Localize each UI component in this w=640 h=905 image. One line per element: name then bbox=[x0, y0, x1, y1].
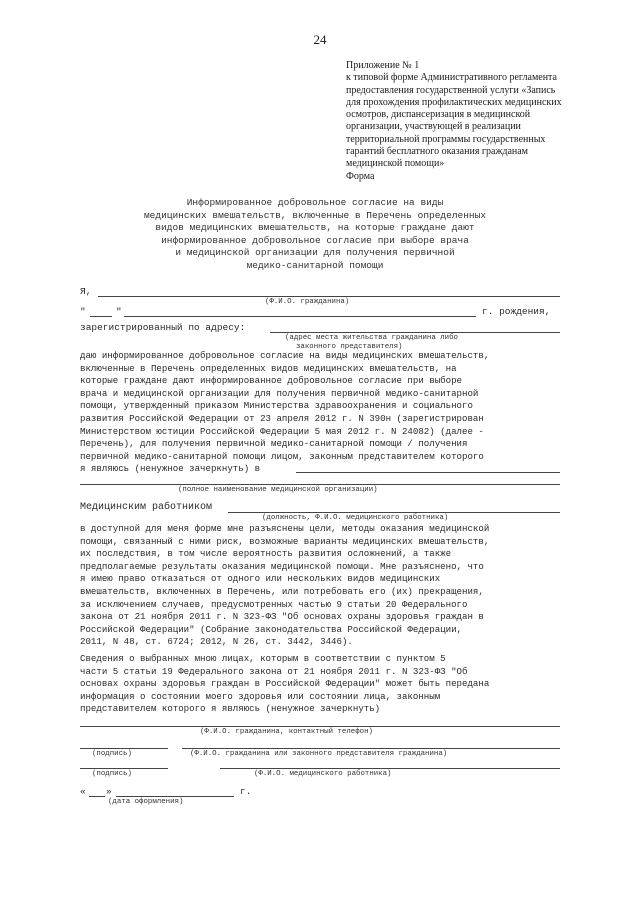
paragraph-line: помощи, связанный с ними риск, возможные варианты медицинских вмешательств, bbox=[80, 535, 490, 547]
date-quote-open: « bbox=[80, 786, 86, 797]
registered-label: зарегистрированный по адресу: bbox=[80, 322, 246, 333]
paragraph-line: информация о состоянии моего здоровья или состоянии лица, законным bbox=[80, 690, 441, 702]
appendix-line: для прохождения профилактических медицинских bbox=[346, 96, 562, 108]
medworker-name-line[interactable] bbox=[220, 768, 560, 769]
citizen-caption: (Ф.И.О. гражданина или законного представителя гражданина) bbox=[190, 750, 448, 758]
appendix-line: организации, участвующей в реализации bbox=[346, 121, 521, 133]
signature-line-2[interactable] bbox=[80, 768, 168, 769]
title-line: медицинских вмешательств, включенные в Перечень определенных bbox=[143, 209, 487, 221]
paragraph-line: в доступной для меня форме мне разъяснены цели, методы оказания медицинской bbox=[80, 523, 490, 534]
quote-close: " bbox=[116, 306, 122, 317]
paragraph-line: их последствия, в том числе вероятность развития осложнений, а также bbox=[80, 548, 452, 560]
organization-line-2[interactable] bbox=[80, 484, 560, 485]
signature-caption-2: (подпись) bbox=[92, 770, 132, 778]
ya-label: Я, bbox=[80, 286, 92, 297]
date-month-line[interactable] bbox=[116, 796, 234, 797]
paragraph-line: которые граждане дают информированное добровольное согласие при выборе bbox=[80, 375, 462, 387]
contact-line[interactable] bbox=[80, 726, 560, 727]
paragraph-line: 2011, N 48, ст. 6724; 2012, N 26, ст. 3442, 3446). bbox=[80, 636, 353, 648]
date-quote-close: » bbox=[106, 786, 112, 797]
appendix-block bbox=[346, 60, 586, 183]
date-suffix: г. bbox=[240, 786, 252, 797]
citizen-name-line[interactable] bbox=[182, 748, 560, 749]
appendix-line: территориальной программы государственных bbox=[346, 133, 546, 145]
address-caption: (адрес места жительства гражданина либо bbox=[285, 334, 458, 342]
title-line: медико-санитарной помощи bbox=[246, 259, 384, 271]
paragraph-line: включенные в Перечень определенных видов медицинских вмешательств, на bbox=[80, 362, 457, 374]
fio-caption: (Ф.И.О. гражданина) bbox=[265, 298, 350, 306]
paragraph-line: представителем которого я являюсь (ненужное зачеркнуть) bbox=[80, 703, 381, 715]
paragraph-line: даю информированное добровольное согласие на виды медицинских вмешательств, bbox=[80, 350, 490, 361]
date-caption: (дата оформления) bbox=[108, 798, 184, 806]
organization-line-1[interactable] bbox=[296, 472, 560, 473]
appendix-line: к типовой форме Административного регламента bbox=[346, 72, 557, 84]
document-title bbox=[80, 197, 550, 273]
form-label: Форма bbox=[346, 170, 375, 182]
paragraph-line: я имею право отказаться от одного или нескольких видов медицинских bbox=[80, 573, 441, 585]
fio-line[interactable] bbox=[98, 296, 560, 297]
consent-paragraph bbox=[80, 350, 560, 476]
address-line[interactable] bbox=[270, 332, 560, 333]
title-line: Информированное добровольное согласие на виды bbox=[186, 197, 444, 208]
paragraph-line: Сведения о выбранных мною лицах, которым в соответствии с пунктом 5 bbox=[80, 653, 446, 664]
paragraph-line: помощи, утвержденный приказом Министерства здравоохранения и социального bbox=[80, 400, 473, 412]
paragraph-line: закона от 21 ноября 2011 г. N 323-ФЗ "Об основах охраны здоровья граждан в bbox=[80, 611, 484, 623]
birth-year-line[interactable] bbox=[124, 316, 476, 317]
signature-caption: (подпись) bbox=[92, 750, 132, 758]
signature-line[interactable] bbox=[80, 748, 168, 749]
paragraph-line: части 5 статьи 19 Федерального закона от 21 ноября 2011 г. N 323-ФЗ "Об bbox=[80, 665, 468, 677]
birth-day-line[interactable] bbox=[90, 316, 112, 317]
paragraph-line: предполагаемые результаты оказания медицинской помощи. Мне разъяснено, что bbox=[80, 560, 484, 572]
paragraph-line: врача и медицинской организации для получения первичной медико-санитарной bbox=[80, 387, 479, 399]
appendix-line: осмотров, диспансеризация в медицинской bbox=[346, 109, 531, 121]
page-number: 24 bbox=[313, 32, 327, 47]
paragraph-line: за исключением случаев, предусмотренных частью 9 статьи 20 Федерального bbox=[80, 598, 468, 610]
birth-suffix: г. рождения, bbox=[482, 306, 551, 317]
paragraph-line: Российской Федерации" (Собрание законодательства Российской Федерации, bbox=[80, 623, 462, 635]
paragraph-line: развития Российской Федерации от 23 апреля 2012 г. N 390н (зарегистрирован bbox=[80, 412, 484, 424]
paragraph-line: вмешательств, включенных в Перечень, или потребовать его (их) прекращения, bbox=[80, 585, 484, 597]
paragraph-line: Перечень), для получения первичной медико-санитарной помощи / получения bbox=[80, 438, 468, 450]
info-paragraph bbox=[80, 653, 560, 716]
address-caption: законного представителя) bbox=[296, 343, 403, 351]
quote-open: " bbox=[80, 306, 86, 317]
organization-caption: (полное наименование медицинской организации) bbox=[178, 486, 378, 494]
med-worker-line[interactable] bbox=[228, 512, 560, 513]
appendix-line: предоставления государственной услуги «Запись bbox=[346, 84, 556, 96]
title-line: информированное добровольное согласие при выборе врача bbox=[161, 234, 469, 246]
paragraph-line: первичной медико-санитарной помощи лицом, законным представителем которого bbox=[80, 450, 484, 462]
appendix-heading: Приложение № 1 bbox=[346, 60, 420, 71]
paragraph-line: Министерством юстиции Российской Федерации 5 мая 2012 г. N 24082) (далее - bbox=[80, 425, 484, 437]
medworker-fio-caption: (Ф.И.О. медицинского работника) bbox=[254, 770, 392, 778]
date-day-line[interactable] bbox=[89, 796, 105, 797]
title-line: и медицинской организации для получения первичной bbox=[175, 247, 455, 259]
title-line: видов медицинских вмешательств, на которые граждане дают bbox=[155, 222, 475, 234]
explanation-paragraph bbox=[80, 523, 560, 649]
med-worker-caption: (должность, Ф.И.О. медицинского работника) bbox=[262, 514, 449, 522]
contact-caption: (Ф.И.О. гражданина, контактный телефон) bbox=[200, 728, 373, 736]
appendix-line: медицинской помощи» bbox=[346, 158, 445, 170]
med-worker-label: Медицинским работником bbox=[80, 502, 213, 513]
paragraph-line: я являюсь (ненужное зачеркнуть) в bbox=[80, 463, 261, 475]
appendix-line: гарантий бесплатного оказания гражданам bbox=[346, 146, 529, 158]
paragraph-line: основах охраны здоровья граждан в Российской Федерации" может быть передана bbox=[80, 678, 490, 690]
